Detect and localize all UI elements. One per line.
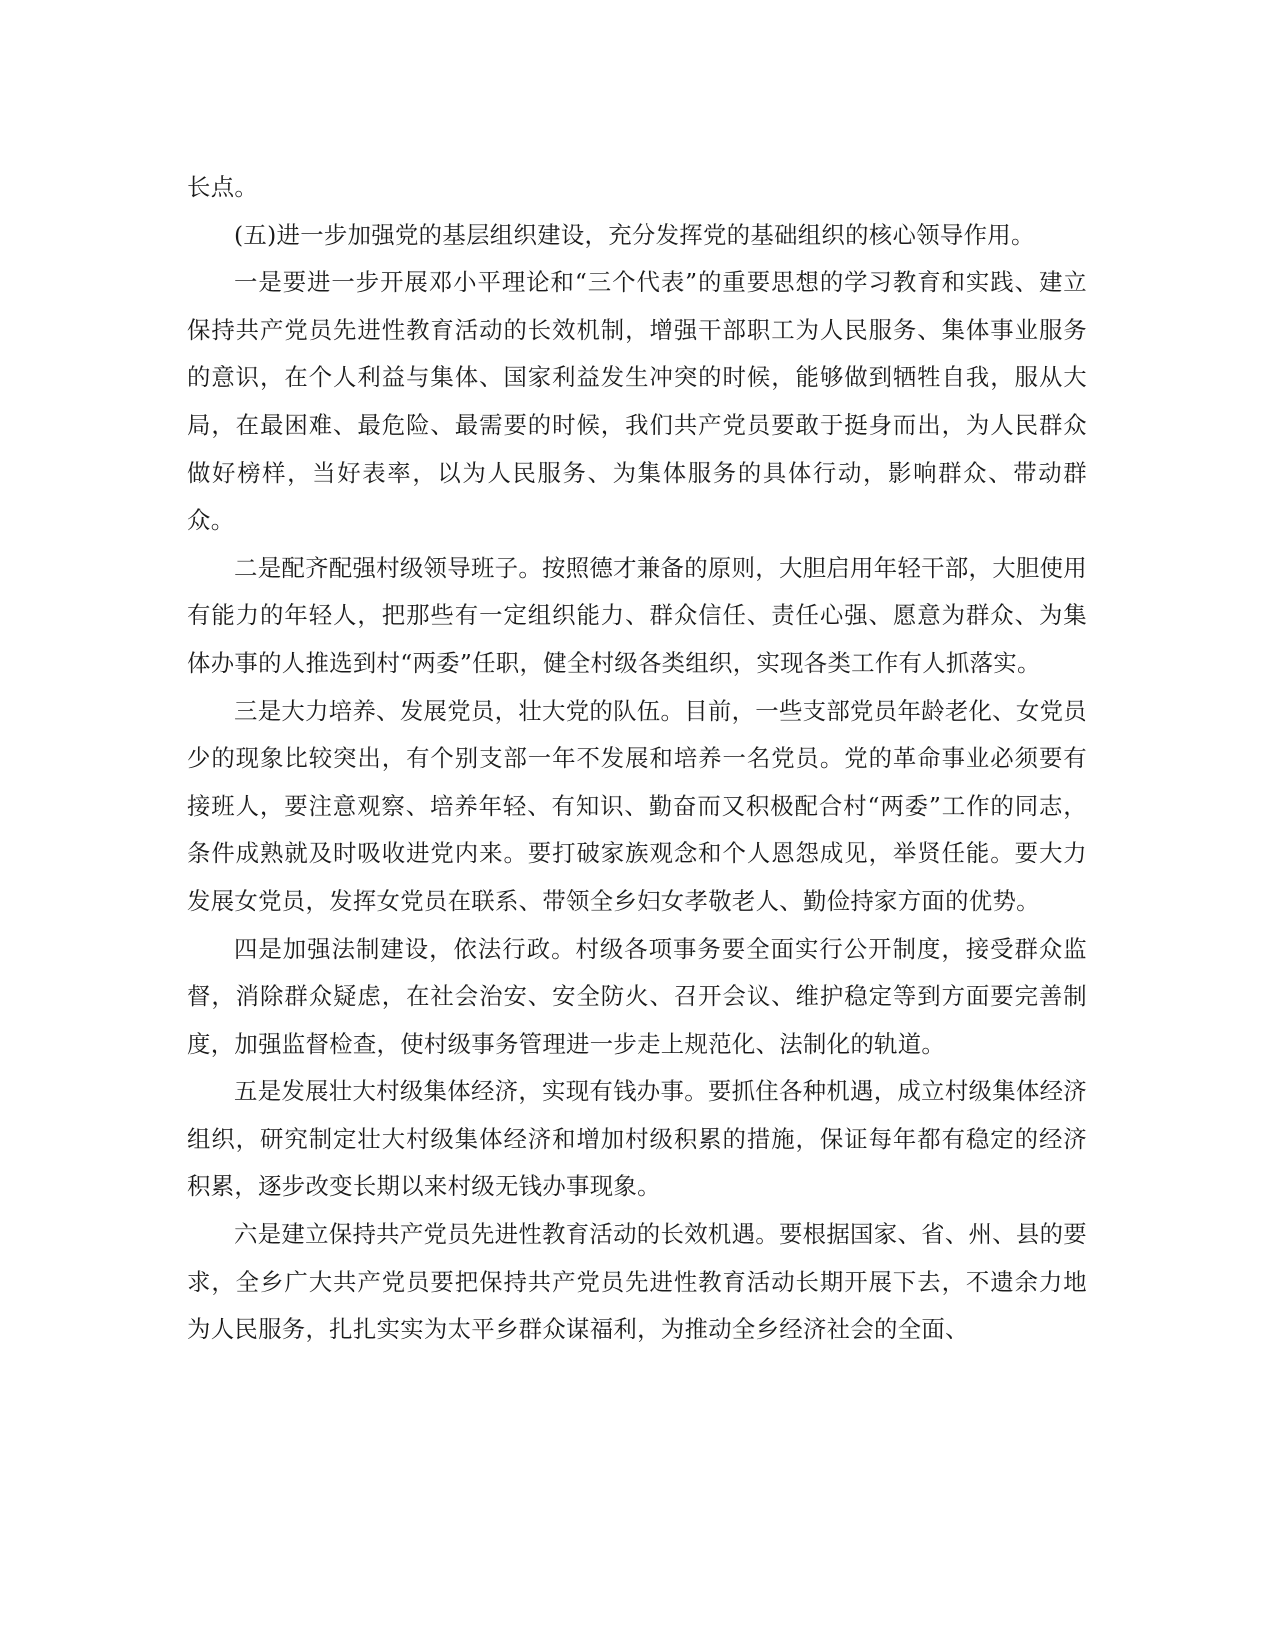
paragraph-point-1: 一是要进一步开展邓小平理论和“三个代表”的重要思想的学习教育和实践、建立保持共产党员先进性教育活动的长效机制，增强干部职工为人民服务、集体事业服务的意识，在个人利益与集体、国家利益发生冲突的时候，能够做到牺牲自我，服从大局，在最困难、最危险、最需要的时候，我们共产党员要敢于挺身而出，为人民群众做好榜样，当好表率，以为人民服务、为集体服务的具体行动，影响群众、带动群众。	[187, 268, 1087, 535]
document-body	[187, 164, 1087, 1354]
paragraph-point-5: 五是发展壮大村级集体经济，实现有钱办事。要抓住各种机遇，成立村级集体经济组织，研究制定壮大村级集体经济和增加村级积累的措施，保证每年都有稳定的经济积累，逐步改变长期以来村级无钱办事现象。	[187, 1077, 1087, 1201]
paragraph-point-3: 三是大力培养、发展党员，壮大党的队伍。目前，一些支部党员年龄老化、女党员少的现象比较突出，有个别支部一年不发展和培养一名党员。党的革命事业必须要有接班人，要注意观察、培养年轻、有知识、勤奋而又积极配合村“两委”工作的同志，条件成熟就及时吸收进党内来。要打破家族观念和个人恩怨成见，举贤任能。要大力发展女党员，发挥女党员在联系、带领全乡妇女孝敬老人、勤俭持家方面的优势。	[187, 696, 1087, 915]
paragraph-continuation: 长点。	[187, 173, 259, 201]
paragraph-point-4: 四是加强法制建设，依法行政。村级各项事务要全面实行公开制度，接受群众监督，消除群众疑虑，在社会治安、安全防火、召开会议、维护稳定等到方面要完善制度，加强监督检查，使村级事务管理进一步走上规范化、法制化的轨道。	[187, 934, 1087, 1058]
section-heading-5: (五)进一步加强党的基层组织建设，充分发挥党的基础组织的核心领导作用。	[234, 220, 1035, 249]
paragraph-point-2: 二是配齐配强村级领导班子。按照德才兼备的原则，大胆启用年轻干部，大胆使用有能力的年轻人，把那些有一定组织能力、群众信任、责任心强、愿意为群众、为集体办事的人推选到村“两委”任职，健全村级各类组织，实现各类工作有人抓落实。	[187, 553, 1087, 677]
paragraph-point-6: 六是建立保持共产党员先进性教育活动的长效机遇。要根据国家、省、州、县的要求，全乡广大共产党员要把保持共产党员先进性教育活动长期开展下去，不遗余力地为人民服务，扎扎实实为太平乡群众谋福利，为推动全乡经济社会的全面、	[187, 1220, 1087, 1344]
